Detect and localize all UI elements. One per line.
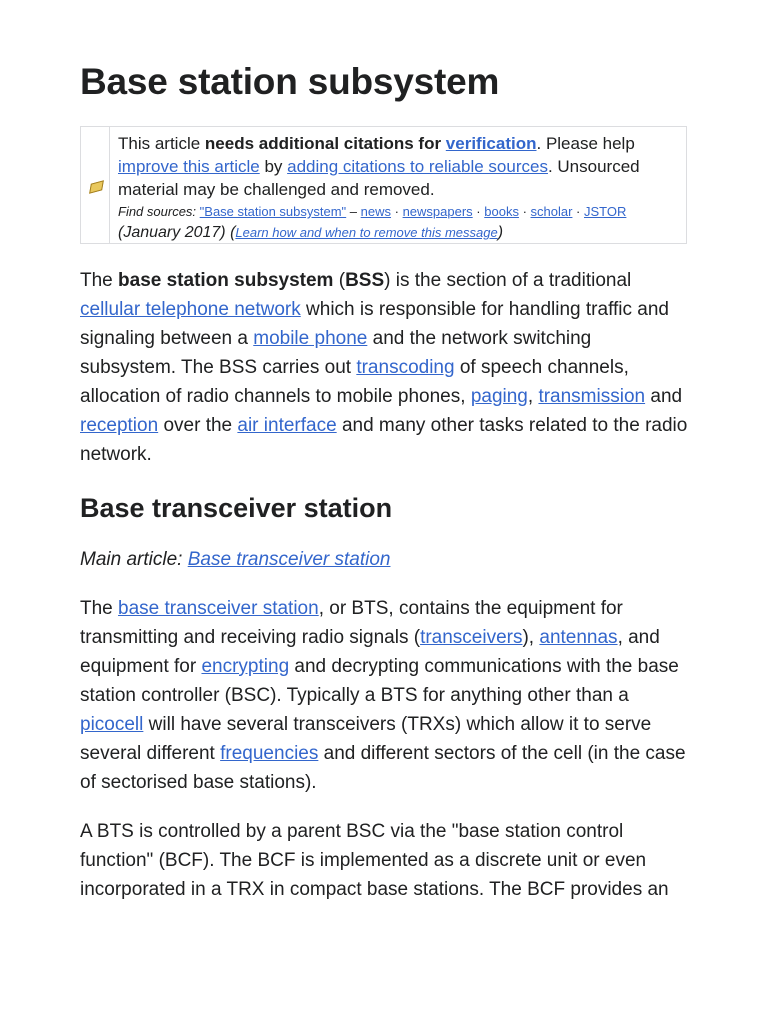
para-text: and decrypting communications with the base station controller (BSC). Typically a BTS for anything other than a [80,656,679,706]
improve-article-link[interactable]: improve this article [118,157,260,176]
intro-text: and the network switching subsystem. The BSS carries out [80,328,592,378]
reception-link[interactable]: reception [80,415,159,436]
newspapers-link[interactable]: newspapers [402,204,473,219]
sep-4: · [572,204,584,219]
intro-text: ) is the section of a traditional [384,270,632,291]
intro-text: and [645,386,683,407]
jstor-link[interactable]: JSTOR [584,204,627,219]
para-text: will have several transceivers (TRXs) which allow it to serve several different [80,714,652,764]
find-sources-label: Find sources: [118,204,200,219]
intro-text: of speech channels, allocation of radio channels to mobile phones, [80,357,629,407]
antennas-link[interactable]: antennas [539,627,618,648]
sep-3: · [518,204,531,219]
page-title: Base station subsystem [80,61,500,102]
para-text: ), [522,627,540,648]
para-text: , and equipment for [80,627,660,677]
citation-notice-box [80,126,687,244]
intro-text: ( [333,270,346,291]
find-sources-line [118,201,678,243]
adding-citations-link[interactable]: adding citations to reliable sources [287,157,548,176]
para-text: and different sectors of the cell (in the case of sectorised base stations). [80,743,686,793]
hatnote-label: Main article: [80,549,188,570]
notice-text [118,132,678,243]
bts-link[interactable]: base transceiver station [118,598,319,619]
picocell-link[interactable]: picocell [80,714,144,735]
hatnote [80,545,692,574]
transcoding-link[interactable]: transcoding [356,357,455,378]
cellular-network-link[interactable]: cellular telephone network [80,299,301,320]
air-interface-link[interactable]: air interface [237,415,337,436]
news-link[interactable]: news [360,204,392,219]
para-text: , or BTS, contains the equipment for transmitting and receiving radio signals ( [80,598,623,648]
main-article-link[interactable]: Base transceiver station [187,549,391,570]
sep-1: · [391,204,403,219]
mobile-phone-link[interactable]: mobile phone [253,328,368,349]
paging-link[interactable]: paging [470,386,528,407]
section-heading: Base transceiver station [80,493,393,523]
notice-text-2: . Please help [536,134,635,153]
notice-date: (January 2017) ( [118,224,236,241]
find-query-link[interactable]: "Base station subsystem" [199,204,347,219]
transmission-link[interactable]: transmission [538,386,646,407]
intro-bold-abbr: BSS [345,270,385,291]
learn-remove-link[interactable]: Learn how and when to remove this message [235,225,498,240]
intro-text: , [527,386,539,407]
find-dash: – [346,204,361,219]
notice-image-column [81,127,110,243]
transceivers-link[interactable]: transceivers [420,627,523,648]
intro-paragraph [80,266,692,469]
intro-text: which is responsible for handling traffic and signaling between a [80,299,669,349]
notice-text-3: by [259,157,288,176]
verification-link[interactable]: verification [445,134,537,153]
encrypting-link[interactable]: encrypting [201,656,290,677]
bcf-paragraph: A BTS is controlled by a parent BSC via the "base station control function" (BCF). The BCF is implemented as a discrete unit or even incorporated in a TRX in compact base stations. The BCF provides an [80,821,669,900]
intro-text: over the [158,415,238,436]
intro-text: The [80,270,119,291]
scholar-link[interactable]: scholar [530,204,573,219]
para-text: The [80,598,119,619]
sep-2: · [472,204,485,219]
notice-text-1: This article [118,134,205,153]
question-book-icon [89,180,104,193]
notice-close-paren: ) [497,224,504,241]
notice-bold: needs additional citations for [204,134,446,153]
intro-bold-term: base station subsystem [118,270,334,291]
intro-text: and many other tasks related to the radio network. [80,415,688,465]
bts-paragraph [80,594,692,797]
books-link[interactable]: books [484,204,519,219]
frequencies-link[interactable]: frequencies [220,743,319,764]
notice-text-4: . Unsourced material may be challenged and removed. [118,157,640,199]
